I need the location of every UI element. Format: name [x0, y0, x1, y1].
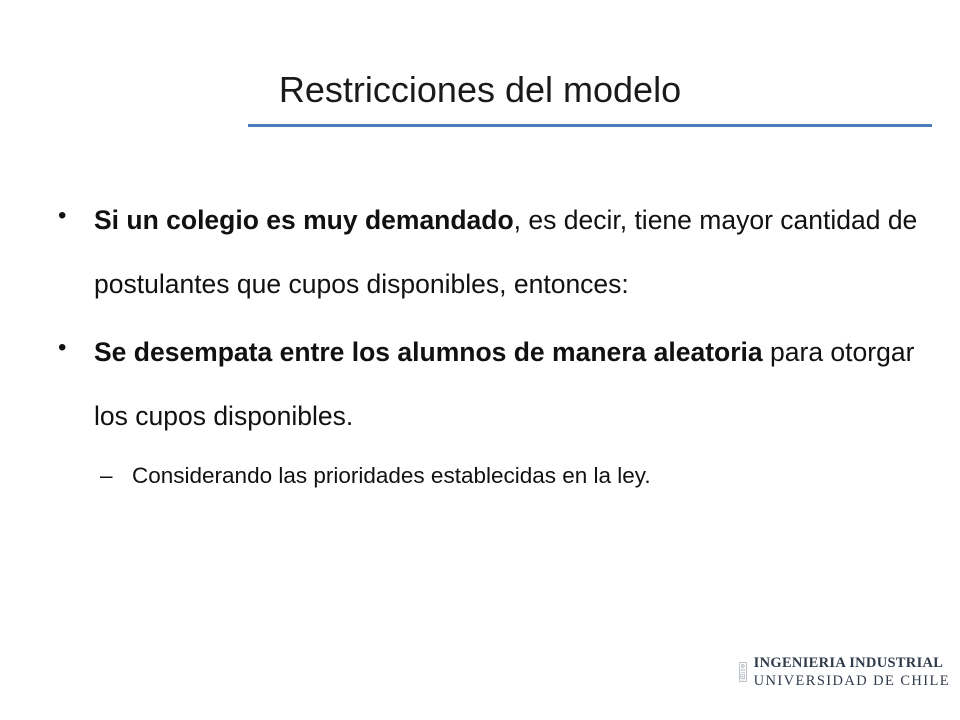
slide-title: Restricciones del modelo	[278, 69, 682, 110]
logo-line-university: UNIVERSIDAD DE CHILE	[753, 673, 950, 689]
university-seal-icon	[738, 647, 748, 697]
logo-line-faculty: INGENIERIA INDUSTRIAL	[753, 655, 944, 671]
title-underline	[248, 124, 932, 127]
sub-bullet-marker: –	[100, 463, 113, 488]
sub-bullet-text: Considerando las prioridades establecidas en la ley.	[132, 463, 651, 488]
bullet-marker: •	[58, 202, 67, 229]
bullet-item-tiebreak	[58, 320, 928, 502]
bullet-bold-text: Si un colegio es muy demandado	[94, 205, 514, 235]
bullet-list	[58, 188, 928, 506]
bullet-item-demand	[58, 188, 928, 316]
bullet-bold-text: Se desempata entre los alumnos de manera aleatoria	[94, 337, 763, 367]
logo-text	[754, 654, 950, 690]
bullet-marker: •	[58, 334, 67, 361]
university-logo	[738, 644, 950, 700]
bullet-text: para otorgar los cupos disponibles.	[94, 337, 915, 431]
sub-bullet-item	[58, 450, 928, 502]
bullet-text: , es decir, tiene mayor cantidad de postulantes que cupos disponibles, entonces:	[94, 205, 918, 299]
